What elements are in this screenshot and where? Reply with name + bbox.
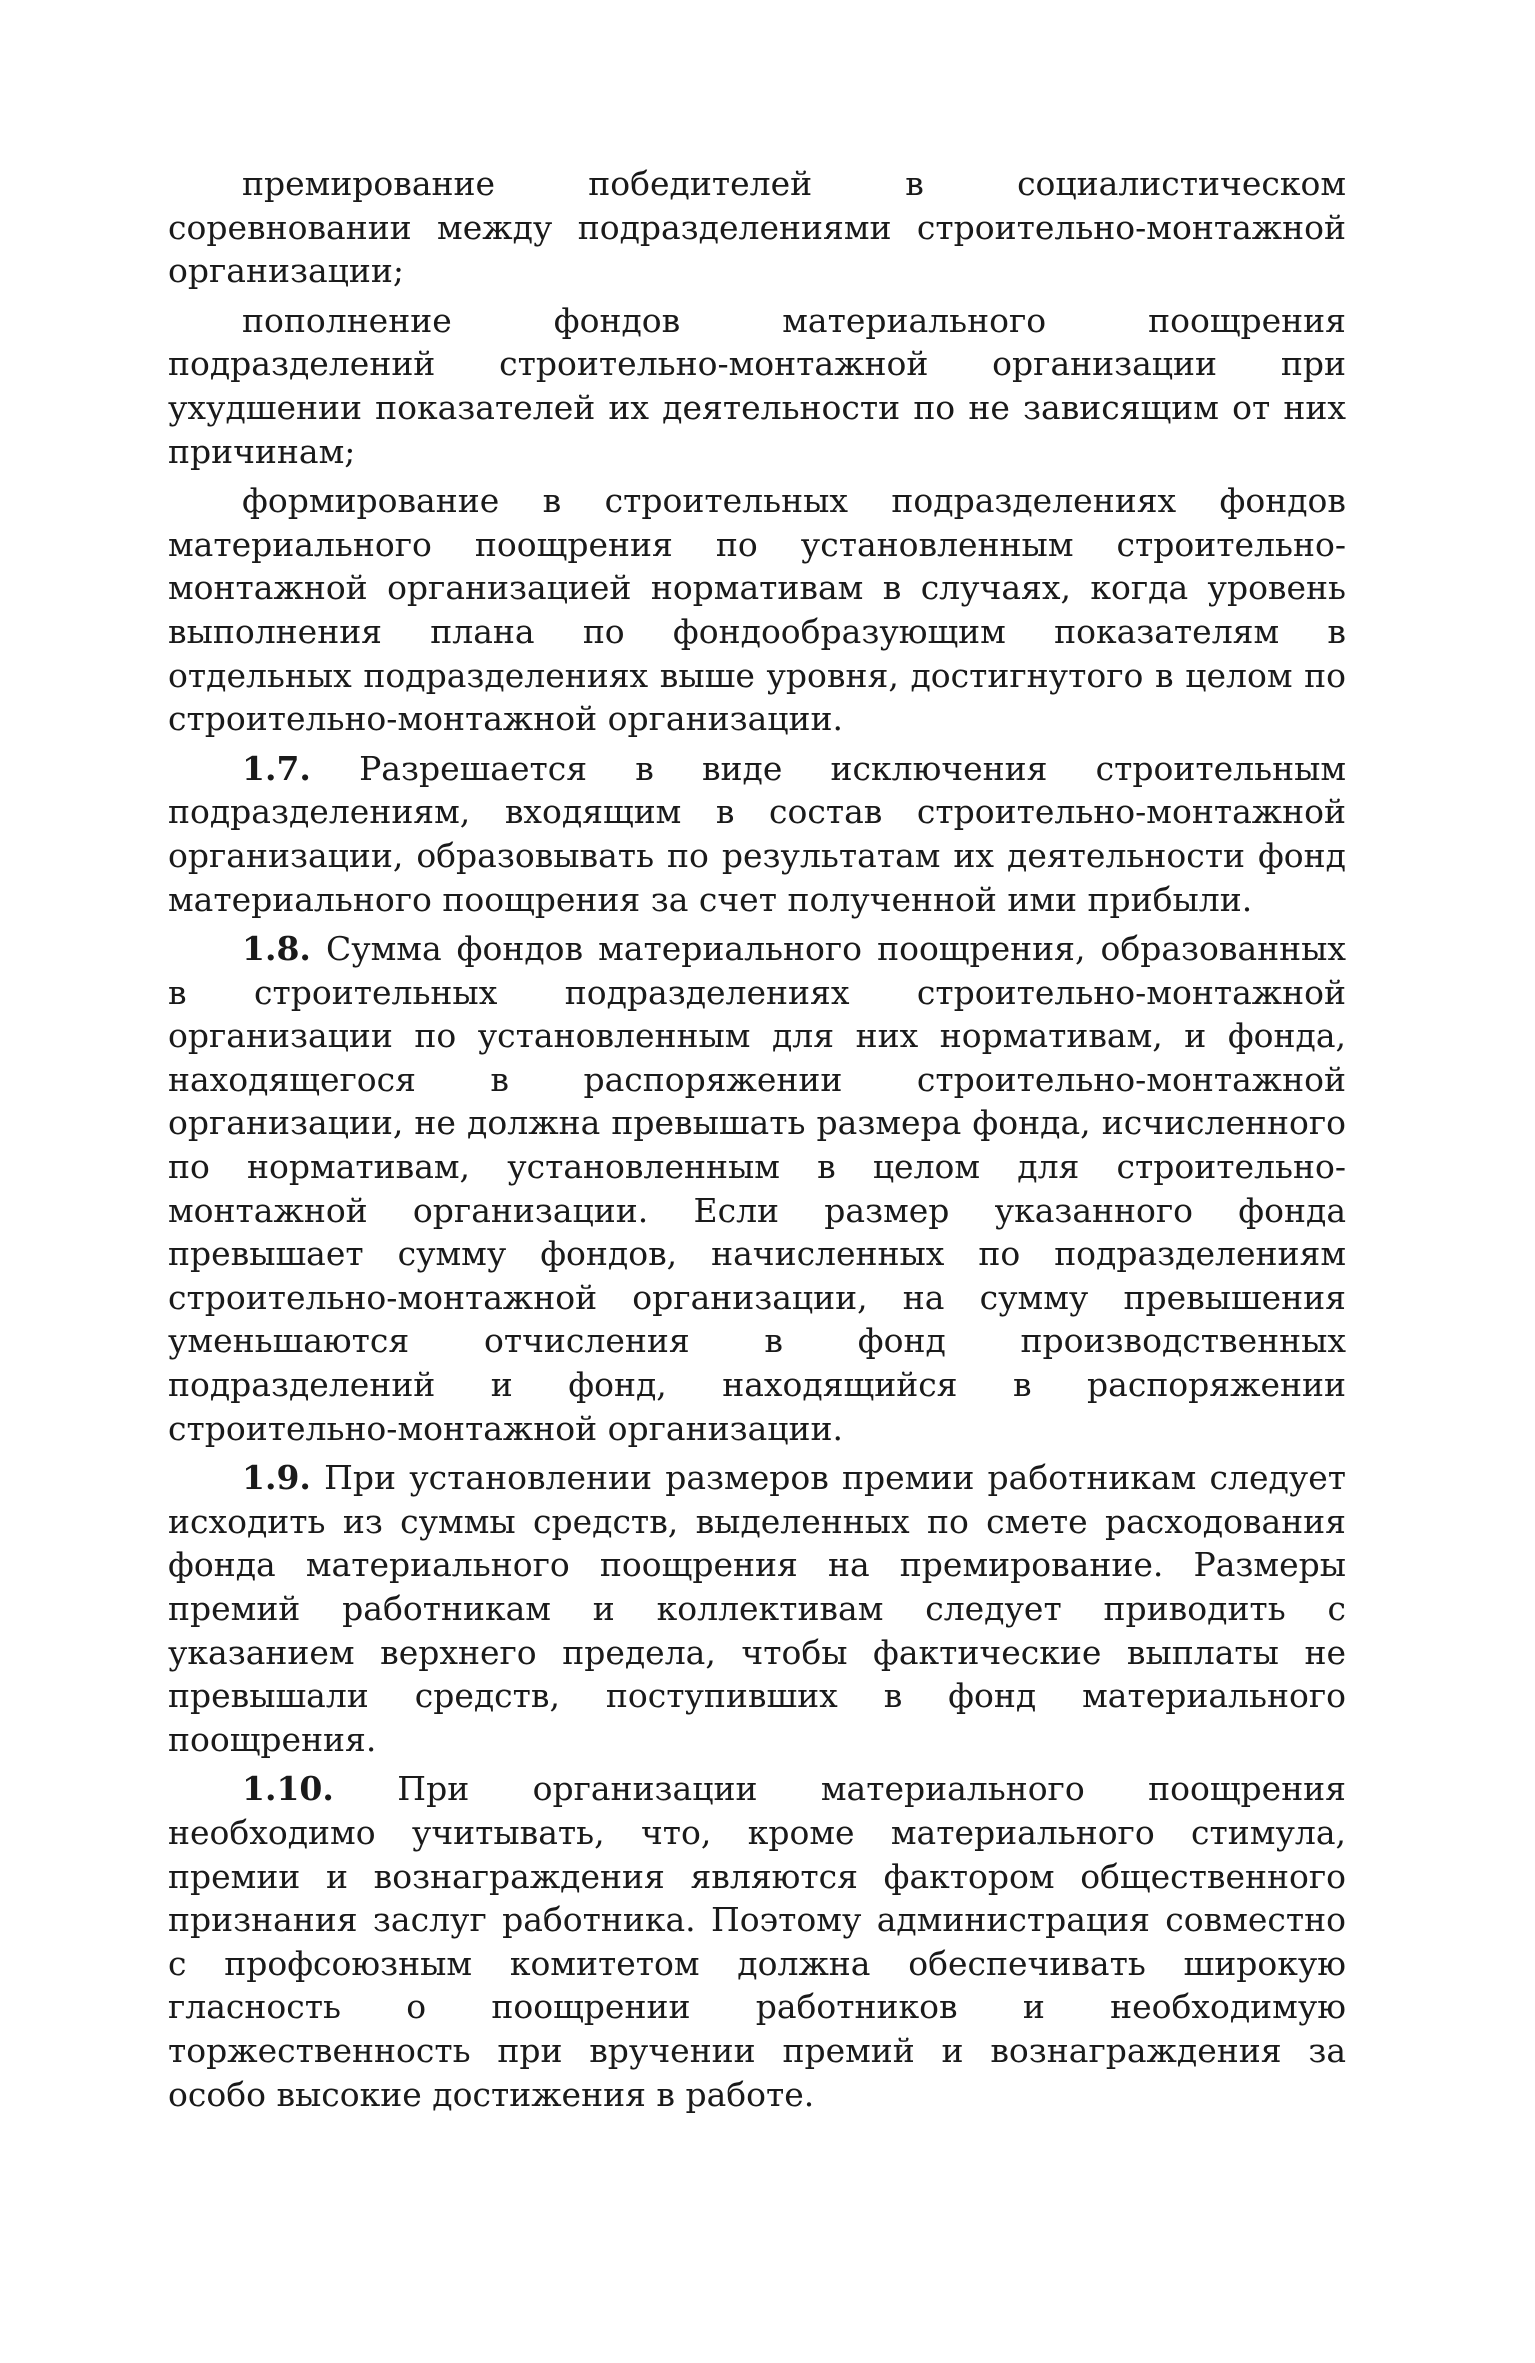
paragraph-text: формирование в строительных подразделениях фондов материального поощрения по установленным строительно-монтажной организацией нормативам в случаях, когда уровень выполнения плана по фондообразующим показателям в отдельных подразделениях выше уровня, достигнутого в целом по строительно-монтажной организации. — [168, 481, 1346, 739]
paragraph-1-7 — [168, 747, 1346, 921]
paragraph-text: При организации материального поощрения необходимо учитывать, что, кроме материального стимула, премии и вознаграждения являются фактором общественного признания заслуг работника. Поэтому администрация совместно с профсоюзным комитетом должна обеспечивать широкую гласность о поощрении работников и необходимую торжественность при вручении премий и вознаграждения за особо высокие достижения в работе. — [168, 1769, 1346, 2114]
paragraph-1-9 — [168, 1456, 1346, 1761]
paragraph-1-8 — [168, 927, 1346, 1450]
paragraph-number: 1.9. — [242, 1458, 311, 1498]
paragraph-fund-formation — [168, 479, 1346, 741]
paragraph-bonus-winners — [168, 162, 1346, 293]
paragraph-text: Сумма фондов материального поощрения, образованных в строительных подразделениях строительно-монтажной организации по установленным для них нормативам, и фонда, находящегося в распоряжении строительно-монтажной организации, не должна превышать размера фонда, исчисленного по нормативам, установленным в целом для строительно-монтажной организации. Если размер указанного фонда превышает сумму фондов, начисленных по подразделениям строительно-монтажной организации, на сумму превышения уменьшаются отчисления в фонд производственных подразделений и фонд, находящийся в распоряжении строительно-монтажной организации. — [168, 929, 1346, 1448]
paragraph-fund-replenishment — [168, 299, 1346, 473]
paragraph-number: 1.7. — [242, 748, 311, 788]
paragraph-text: При установлении размеров премии работникам следует исходить из суммы средств, выделенных по смете расходования фонда материального поощрения на премирование. Размеры премий работникам и коллективам следует приводить с указанием верхнего предела, чтобы фактические выплаты не превышали средств, поступивших в фонд материального поощрения. — [168, 1458, 1346, 1759]
paragraph-text: премирование победителей в социалистическом соревновании между подразделениями строительно-монтажной организации; — [168, 164, 1346, 291]
paragraph-number: 1.8. — [242, 929, 311, 969]
document-page — [168, 162, 1346, 2116]
paragraph-1-10 — [168, 1767, 1346, 2116]
paragraph-number: 1.10. — [242, 1769, 334, 1809]
paragraph-text: Разрешается в виде исключения строительным подразделениям, входящим в состав строительно-монтажной организации, образовывать по результатам их деятельности фонд материального поощрения за счет полученной ими прибыли. — [168, 748, 1347, 919]
paragraph-text: пополнение фондов материального поощрения подразделений строительно-монтажной организации при ухудшении показателей их деятельности по не зависящим от них причинам; — [168, 300, 1346, 471]
